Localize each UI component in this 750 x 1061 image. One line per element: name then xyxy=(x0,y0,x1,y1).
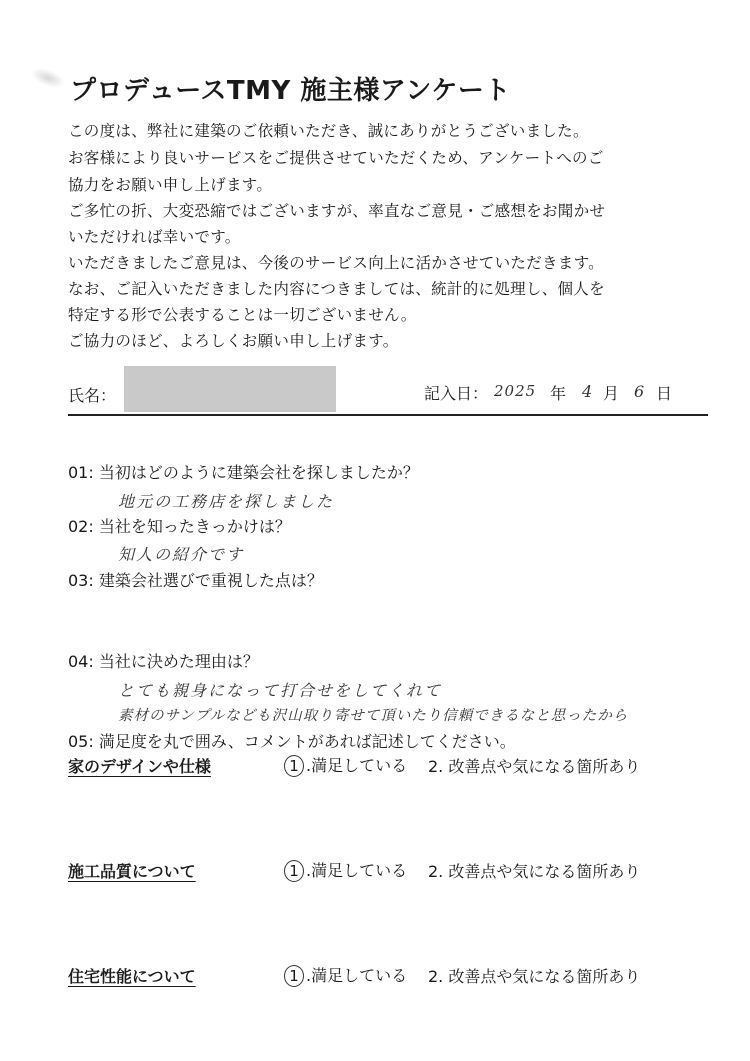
header-divider xyxy=(68,414,708,416)
answer-04-line1[interactable]: とても親身になって打合せをしてくれて xyxy=(118,681,443,700)
question-04: 04: 当社に決めた理由は？ xyxy=(68,652,259,671)
satisfaction-performance-option-1[interactable]: 1 .満足している xyxy=(284,963,407,987)
intro-line: 協力をお願い申し上げます。 xyxy=(68,176,273,194)
answer-04-line2[interactable]: 素材のサンプルなども沢山取り寄せて頂いたり信頼できるなと思ったから xyxy=(118,708,629,724)
intro-line: 特定する形で公表することは一切ございません。 xyxy=(68,306,417,324)
satisfaction-design-option-1[interactable]: 1 .満足している xyxy=(284,753,407,777)
satisfaction-performance-label: 住宅性能について xyxy=(68,967,196,986)
intro-line: いただければ幸いです。 xyxy=(68,228,241,246)
intro-line: なお、ご記入いただきました内容につきましては、統計的に処理し、個人を xyxy=(68,280,605,298)
selected-circle-mark: 1 xyxy=(284,965,304,987)
intro-line: いただきましたご意見は、今後のサービス向上に活かさせていただきます。 xyxy=(68,254,604,272)
satisfaction-quality-label: 施工品質について xyxy=(68,862,196,881)
satisfaction-quality-option-1[interactable]: 1 .満足している xyxy=(284,858,407,882)
question-03: 03: 建築会社選びで重視した点は？ xyxy=(68,571,323,590)
answer-02[interactable]: 知人の紹介です xyxy=(118,545,245,564)
question-05: 05: 満足度を丸で囲み、コメントがあれば記述してください。 xyxy=(68,732,516,751)
selected-circle-mark: 1 xyxy=(284,860,304,882)
selected-circle-mark: 1 xyxy=(284,755,304,777)
satisfaction-performance-option-2[interactable]: 2. 改善点や気になる箇所あり xyxy=(428,967,641,986)
intro-line: この度は、弊社に建築のご依頼いただき、誠にありがとうございました。 xyxy=(68,122,589,140)
intro-line: ご協力のほど、よろしくお願い申し上げます。 xyxy=(68,332,399,350)
intro-line: ご多忙の折、大変恐縮ではございますが、率直なご意見・ご感想をお聞かせ xyxy=(68,202,606,220)
satisfaction-design-option-2[interactable]: 2. 改善点や気になる箇所あり xyxy=(428,757,641,776)
paper-smudge xyxy=(28,64,67,91)
page-title: プロデュースTMY 施主様アンケート xyxy=(70,76,511,106)
name-field-redacted[interactable] xyxy=(124,366,336,412)
date-month[interactable]: 4 xyxy=(582,382,595,401)
satisfaction-design-label: 家のデザインや仕様 xyxy=(68,757,211,776)
question-02: 02: 当社を知ったきっかけは？ xyxy=(68,517,291,536)
name-label: 氏名： xyxy=(68,386,117,405)
date-day[interactable]: 6 xyxy=(634,382,647,401)
date-month-unit: 月 xyxy=(603,384,620,403)
date-day-unit: 日 xyxy=(656,384,673,403)
date-label: 記入日： xyxy=(424,384,489,403)
date-year-unit: 年 xyxy=(550,384,567,403)
intro-line: お客様により良いサービスをご提供させていただくため、アンケートへのご xyxy=(68,149,604,167)
satisfaction-quality-option-2[interactable]: 2. 改善点や気になる箇所あり xyxy=(428,862,641,881)
answer-01[interactable]: 地元の工務店を探しました xyxy=(118,492,335,511)
date-year[interactable]: 2025 xyxy=(494,382,537,400)
question-01: 01: 当初はどのように建築会社を探しましたか？ xyxy=(68,463,419,482)
